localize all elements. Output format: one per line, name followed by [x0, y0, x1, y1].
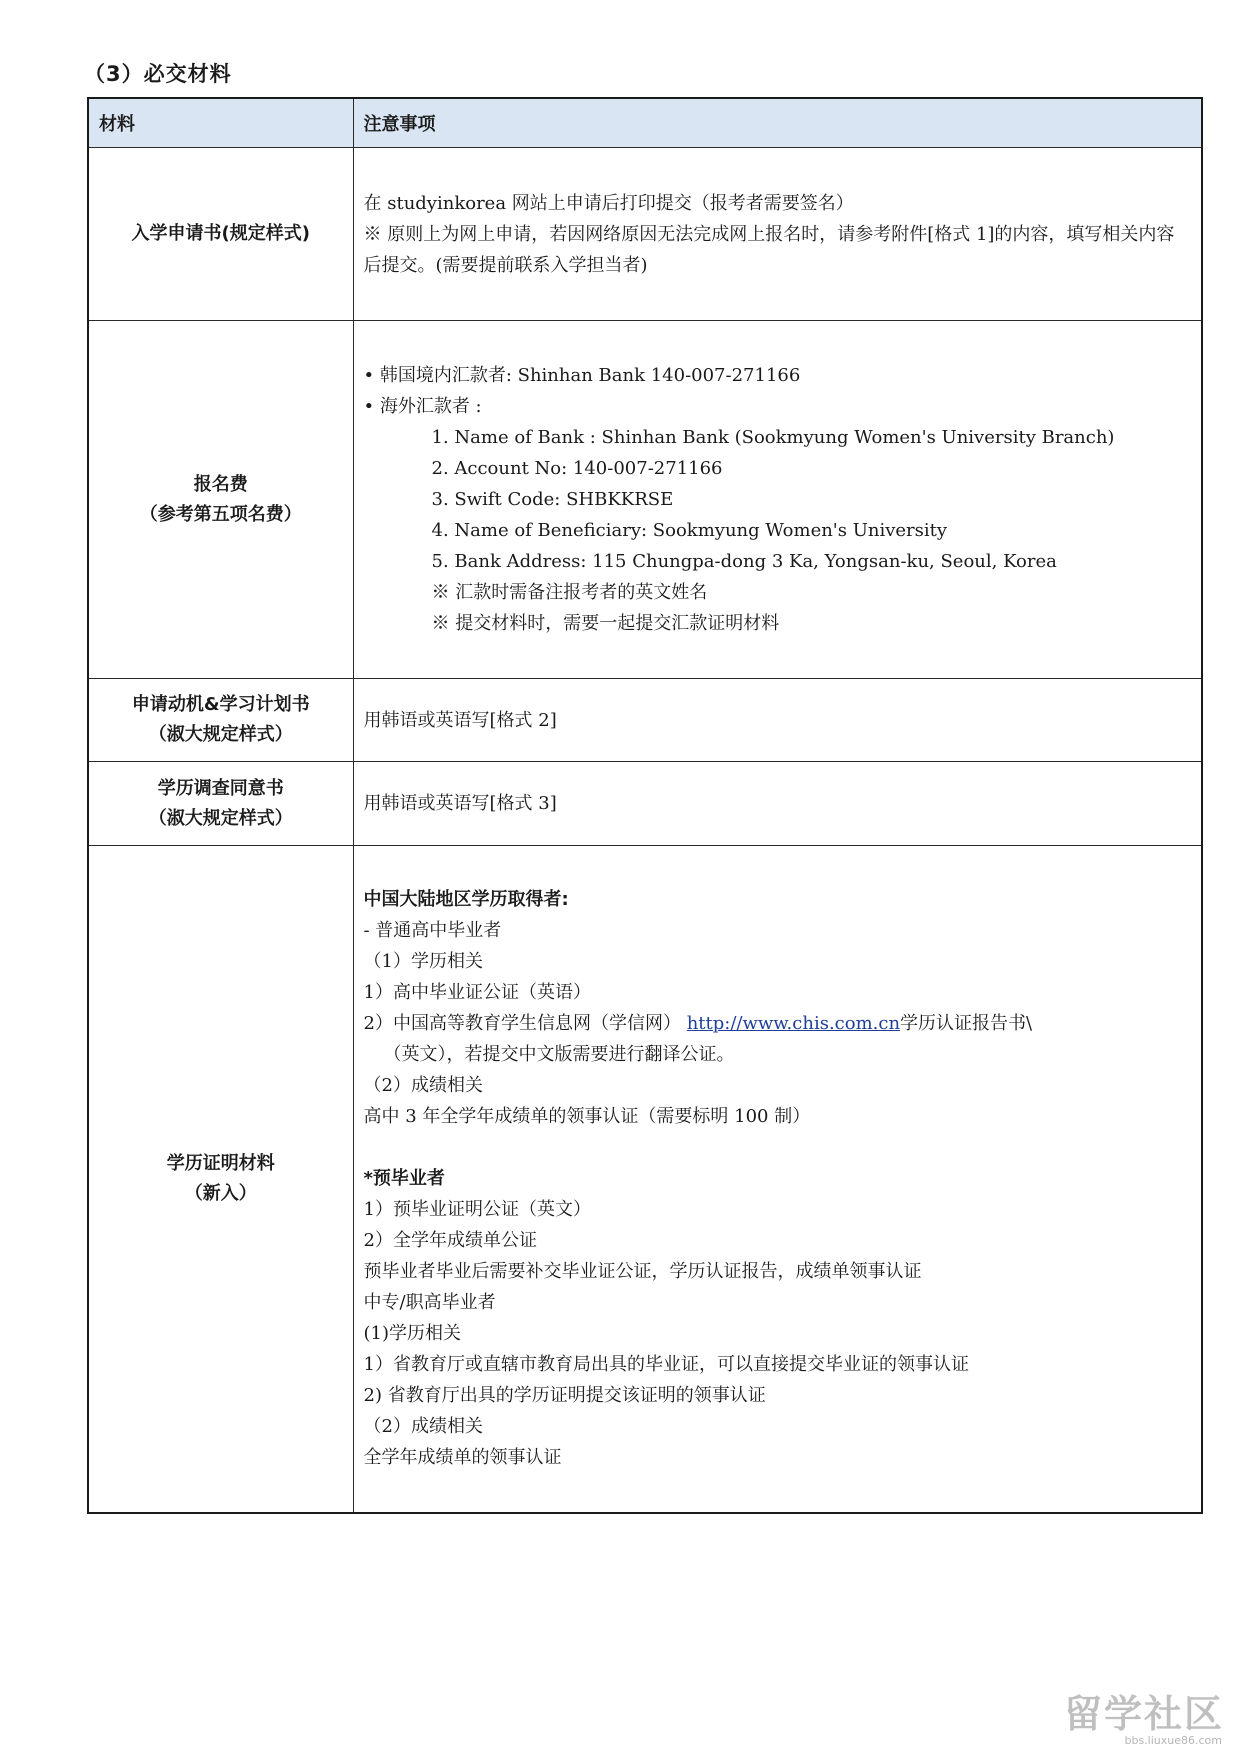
material-cell: [88, 679, 353, 762]
table-row: [88, 762, 1202, 846]
note-line: (1)学历相关: [363, 1323, 461, 1345]
section-heading: 中国大陆地区学历取得者:: [363, 889, 569, 911]
notes-cell: [353, 846, 1202, 1513]
note-line: 用韩语或英语写[格式 2]: [363, 709, 557, 731]
table-row: [88, 148, 1202, 321]
note-line: 1）省教育厅或直辖市教育局出具的毕业证，可以直接提交毕业证的领事认证: [363, 1354, 969, 1376]
table-row: [88, 321, 1202, 679]
required-materials-table: [87, 97, 1203, 1514]
column-header-notes: 注意事项: [353, 98, 1202, 148]
note-line: 中专/职高毕业者: [363, 1292, 496, 1314]
column-header-material: 材料: [88, 98, 353, 148]
note-line: • 韩国境内汇款者: Shinhan Bank 140-007-271166: [363, 365, 801, 386]
site-watermark: [1038, 1683, 1228, 1747]
note-line: 预毕业者毕业后需要补交毕业证公证，学历认证报告，成绩单领事认证: [363, 1261, 922, 1283]
note-line: ※ 汇款时需备注报考者的英文姓名: [431, 582, 708, 603]
note-line: 用韩语或英语写[格式 3]: [363, 793, 557, 814]
notes-cell: [353, 148, 1202, 321]
watermark-url: bbs.liuxue86.com: [1124, 1734, 1222, 1747]
table-row: [88, 679, 1202, 762]
note-line: 高中 3 年全学年成绩单的领事认证（需要标明 100 制）: [363, 1106, 811, 1128]
table-row: [88, 846, 1202, 1513]
note-line: （英文），若提交中文版需要进行翻译公证。: [383, 1044, 735, 1066]
note-line: 1）预毕业证明公证（英文）: [363, 1199, 591, 1221]
spacer: [364, 1132, 1192, 1163]
link-suffix: 学历认证报告书\: [900, 1013, 1033, 1035]
note-line: （1）学历相关: [363, 951, 483, 973]
material-subtitle: （新入）: [184, 1182, 257, 1204]
table-header-row: [88, 98, 1202, 148]
bank-detail-line: 2. Account No: 140-007-271166: [431, 458, 723, 479]
material-subtitle: （参考第五项名费）: [139, 503, 302, 525]
note-line: ※ 原则上为网上申请，若因网络原因无法完成网上报名时，请参考附件[格式 1]的内容，填写相关内容后提交。(需要提前联系入学担当者): [363, 223, 1175, 276]
material-subtitle: （淑大规定样式）: [148, 724, 293, 745]
material-cell: [88, 762, 353, 846]
bank-detail-line: 1. Name of Bank : Shinhan Bank (Sookmyung Women's University Branch): [431, 427, 1115, 448]
note-line: 2) 省教育厅出具的学历证明提交该证明的领事认证: [363, 1385, 766, 1407]
material-name: 报名费: [193, 473, 248, 495]
bank-detail-line: 5. Bank Address: 115 Chungpa-dong 3 Ka, Yongsan-ku, Seoul, Korea: [431, 551, 1057, 572]
note-line: 1）高中毕业证公证（英语）: [363, 982, 591, 1004]
note-line: • 海外汇款者 :: [363, 396, 482, 417]
section-title: （3）必交材料: [84, 62, 232, 86]
note-line: 2）全学年成绩单公证: [363, 1230, 537, 1252]
note-line: （2）成绩相关: [363, 1075, 483, 1097]
note-line: （2）成绩相关: [363, 1416, 483, 1438]
material-name: 学历调查同意书: [157, 777, 284, 799]
material-cell: [88, 321, 353, 679]
watermark-logo-text: 留学社区: [1063, 1692, 1224, 1736]
note-line-with-link: [364, 1008, 1192, 1039]
note-line: - 普通高中毕业者: [363, 920, 502, 942]
section-heading: *预毕业者: [363, 1168, 445, 1190]
notes-cell: [353, 321, 1202, 679]
material-cell: [88, 846, 353, 1513]
note-line: 在 studyinkorea 网站上申请后打印提交（报考者需要签名）: [363, 192, 854, 214]
note-line: ※ 提交材料时，需要一起提交汇款证明材料: [431, 613, 780, 634]
material-name: 申请动机&学习计划书: [131, 694, 310, 715]
material-name: 学历证明材料: [166, 1152, 275, 1174]
material-cell: [88, 148, 353, 321]
chsi-link[interactable]: http://www.chis.com.cn: [686, 1013, 901, 1035]
bank-detail-line: 3. Swift Code: SHBKKRSE: [431, 489, 674, 510]
bank-detail-line: 4. Name of Beneficiary: Sookmyung Women's University: [431, 520, 948, 541]
link-prefix: 2）中国高等教育学生信息网（学信网）: [363, 1013, 687, 1035]
notes-cell: [353, 762, 1202, 846]
note-line: 全学年成绩单的领事认证: [363, 1447, 562, 1469]
material-subtitle: （淑大规定样式）: [148, 807, 293, 829]
notes-cell: [353, 679, 1202, 762]
material-name: 入学申请书(规定样式): [131, 223, 310, 244]
